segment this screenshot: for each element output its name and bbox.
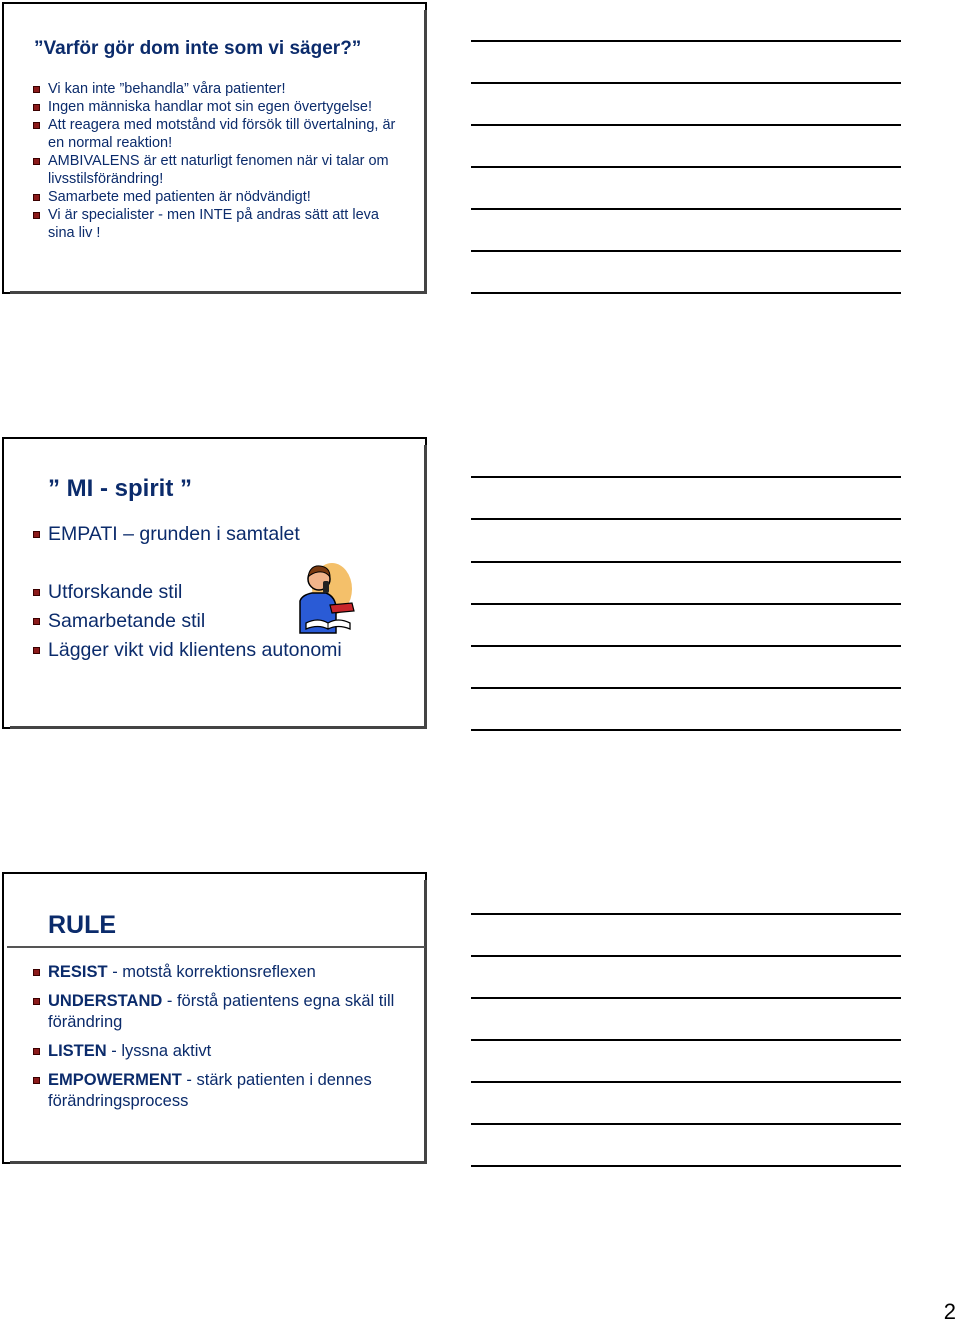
slide-3-bullets bbox=[48, 962, 950, 1120]
slide-2-bullets bbox=[48, 522, 950, 546]
square-bullet-icon bbox=[33, 969, 40, 976]
slide-2-title: ” MI - spirit ” bbox=[48, 475, 192, 502]
note-line bbox=[471, 997, 901, 999]
page-number: 2 bbox=[943, 1299, 956, 1324]
title-divider bbox=[7, 946, 425, 948]
square-bullet-icon bbox=[33, 194, 40, 201]
bullet-item: EMPATI – grunden i samtalet bbox=[48, 522, 950, 546]
square-bullet-icon bbox=[33, 618, 40, 625]
square-bullet-icon bbox=[33, 1077, 40, 1084]
note-line bbox=[471, 1039, 901, 1041]
square-bullet-icon bbox=[33, 158, 40, 165]
bullet-item: LISTEN - lyssna aktivt bbox=[48, 1041, 950, 1062]
square-bullet-icon bbox=[33, 104, 40, 111]
note-line bbox=[471, 166, 901, 168]
bullet-item: Ingen människa handlar mot sin egen övertygelse! bbox=[48, 98, 950, 116]
note-line bbox=[471, 729, 901, 731]
square-bullet-icon bbox=[33, 531, 40, 538]
note-line bbox=[471, 476, 901, 478]
bullet-item: Utforskande stil bbox=[48, 580, 950, 604]
note-line bbox=[471, 1165, 901, 1167]
note-line bbox=[471, 913, 901, 915]
bullet-item: Samarbete med patienten är nödvändigt! bbox=[48, 188, 950, 206]
square-bullet-icon bbox=[33, 589, 40, 596]
note-line bbox=[471, 40, 901, 42]
square-bullet-icon bbox=[33, 998, 40, 1005]
bullet-item: Lägger vikt vid klientens autonomi bbox=[48, 638, 950, 662]
bullet-item: RESIST - motstå korrektionsreflexen bbox=[48, 962, 950, 983]
note-line bbox=[471, 82, 901, 84]
square-bullet-icon bbox=[33, 1048, 40, 1055]
bullet-item: Samarbetande stil bbox=[48, 609, 950, 633]
note-line bbox=[471, 124, 901, 126]
note-line bbox=[471, 250, 901, 252]
note-line bbox=[471, 208, 901, 210]
person-on-phone-clipart bbox=[292, 557, 360, 635]
note-line bbox=[471, 603, 901, 605]
slide-1-title: ”Varför gör dom inte som vi säger?” bbox=[34, 38, 362, 59]
bullet-item: AMBIVALENS är ett naturligt fenomen när vi talar om livsstilsförändring! bbox=[48, 152, 950, 188]
note-line bbox=[471, 645, 901, 647]
bullet-item: UNDERSTAND - förstå patientens egna skäl till förändring bbox=[48, 991, 950, 1033]
bullet-item: Att reagera med motstånd vid försök till övertalning, är en normal reaktion! bbox=[48, 116, 950, 152]
slide-shadow bbox=[10, 1161, 427, 1164]
slide-3-title: RULE bbox=[48, 911, 117, 939]
note-line bbox=[471, 1081, 901, 1083]
note-line bbox=[471, 1123, 901, 1125]
square-bullet-icon bbox=[33, 212, 40, 219]
square-bullet-icon bbox=[33, 647, 40, 654]
slide-1-bullets bbox=[48, 80, 950, 242]
note-line bbox=[471, 518, 901, 520]
note-line bbox=[471, 292, 901, 294]
note-line bbox=[471, 955, 901, 957]
bullet-item: Vi är specialister - men INTE på andras sätt att leva sina liv ! bbox=[48, 206, 950, 242]
slide-shadow bbox=[10, 726, 427, 729]
bullet-item: Vi kan inte ”behandla” våra patienter! bbox=[48, 80, 950, 98]
note-line bbox=[471, 561, 901, 563]
square-bullet-icon bbox=[33, 122, 40, 129]
bullet-item: EMPOWERMENT - stärk patienten i dennes förändringsprocess bbox=[48, 1070, 950, 1112]
slide-shadow bbox=[10, 291, 427, 294]
note-line bbox=[471, 687, 901, 689]
square-bullet-icon bbox=[33, 86, 40, 93]
slide-2-bullets-lower bbox=[48, 580, 950, 662]
